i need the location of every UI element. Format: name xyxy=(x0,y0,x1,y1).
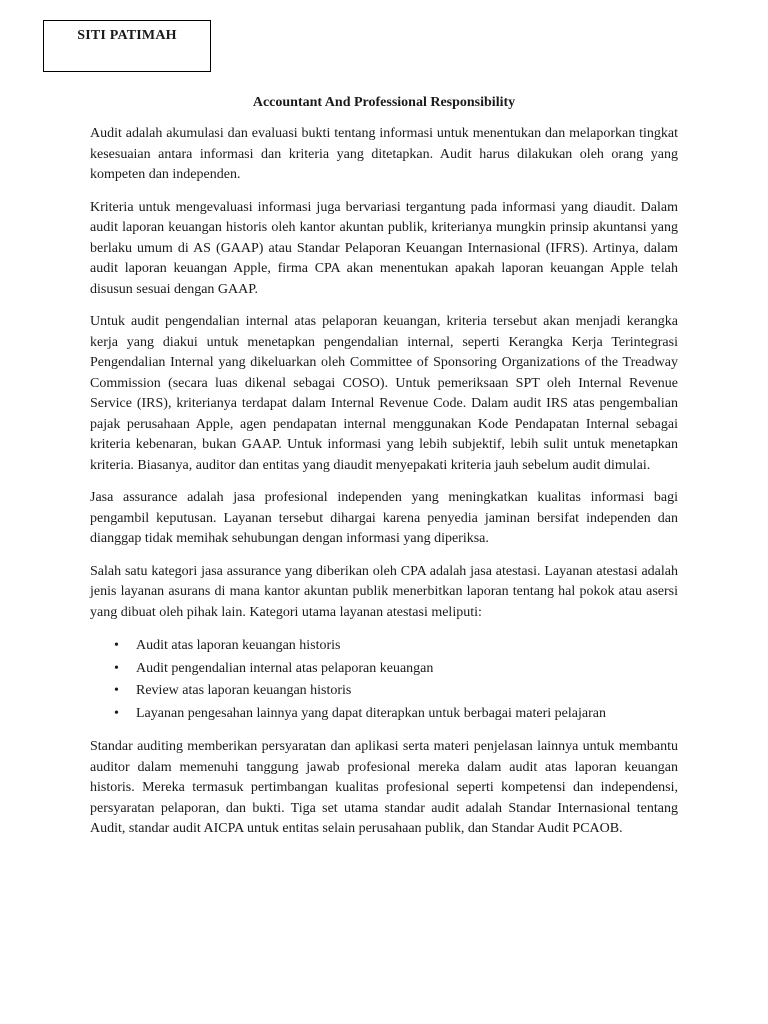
attestation-categories-list xyxy=(90,635,678,725)
paragraph-criteria: Kriteria untuk mengevaluasi informasi juga bervariasi tergantung pada informasi yang diaudit. Dalam audit laporan keuangan historis oleh kantor akuntan publik, kriterianya mungkin prinsip akuntansi yang berlaku umum di AS (GAAP) atau Standar Pelaporan Keuangan Internasional (IFRS). Artinya, dalam audit laporan keuangan Apple, firma CPA akan menentukan apakah laporan keuangan Apple telah disusun sesuai dengan GAAP. xyxy=(90,199,678,297)
paragraph-auditing-standards: Standar auditing memberikan persyaratan dan aplikasi serta materi penjelasan lainnya untuk membantu auditor dalam memenuhi tanggung jawab profesional mereka dalam audit atas laporan keuangan historis. Mereka termasuk pertimbangan kualitas profesional seperti kompetensi dan independensi, persyaratan pelaporan, dan bukti. Tiga set utama standar audit adalah Standar Internasional tentang Audit, standar audit AICPA untuk entitas selain perusahaan publik, dan Standar Audit PCAOB. xyxy=(90,739,678,836)
document-body xyxy=(90,94,678,852)
author-name: SITI PATIMAH xyxy=(77,28,177,43)
paragraph-internal-control: Untuk audit pengendalian internal atas pelaporan keuangan, kriteria tersebut akan menjadi kerangka kerja yang diakui untuk menetapkan pengendalian internal, seperti Kerangka Kerja Terintegrasi Pengendalian Internal yang dikeluarkan oleh Committee of Sponsoring Organizations of the Treadway Commission (secara luas dikenal sebagai COSO). Untuk pemeriksaan SPT oleh Internal Revenue Service (IRS), kriterianya terdapat dalam Internal Revenue Code. Dalam audit IRS atas pengembalian pajak perusahaan Apple, agen pendapatan internal menggunakan Kode Pendapatan Internal sebagai kriteria kebenaran, bukan GAAP. Untuk informasi yang lebih subjektif, lebih sulit untuk menetapkan kriteria. Biasanya, auditor dan entitas yang diaudit menyepakati kriteria jauh sebelum audit dimulai. xyxy=(90,314,678,473)
list-item: • Review atas laporan keuangan historis xyxy=(136,680,678,703)
paragraph-audit-definition: Audit adalah akumulasi dan evaluasi bukti tentang informasi untuk menentukan dan melaporkan tingkat kesesuaian antara informasi dan kriteria yang ditetapkan. Audit harus dilakukan oleh orang yang kompeten dan independen. xyxy=(90,126,678,182)
list-item: • Audit pengendalian internal atas pelaporan keuangan xyxy=(136,658,678,681)
list-item: • Layanan pengesahan lainnya yang dapat diterapkan untuk berbagai materi pelajaran xyxy=(136,703,678,726)
name-box xyxy=(43,20,211,72)
paragraph-assurance: Jasa assurance adalah jasa profesional independen yang meningkatkan kualitas informasi bagi pengambil keputusan. Layanan tersebut dihargai karena penyedia jaminan bersifat independen dan dianggap tidak memihak sehubungan dengan informasi yang diperiksa. xyxy=(90,490,678,546)
document-title: Accountant And Professional Responsibility xyxy=(252,95,516,110)
list-item: • Audit atas laporan keuangan historis xyxy=(136,635,678,658)
paragraph-attestation: Salah satu kategori jasa assurance yang diberikan oleh CPA adalah jasa atestasi. Layanan atestasi adalah jenis layanan asurans di mana kantor akuntan publik menerbitkan laporan tentang hal pokok atau asersi yang dibuat oleh pihak lain. Kategori utama layanan atestasi meliputi: xyxy=(90,563,678,620)
